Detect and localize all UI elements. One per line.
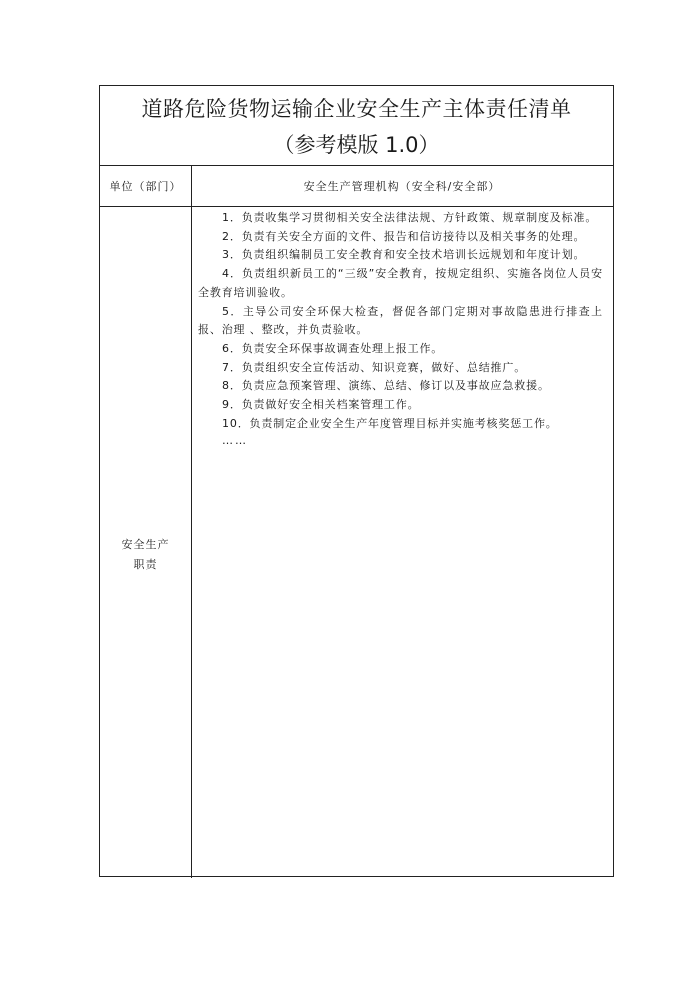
duty-item: 5．主导公司安全环保大检查，督促各部门定期对事故隐患进行排查上报、治理 、整改，并负责验收。	[198, 304, 603, 337]
unit-label: 单位（部门）	[109, 180, 182, 193]
title-block	[100, 86, 613, 166]
duty-item: 3．负责组织编制员工安全教育和安全技术培训长远规划和年度计划。	[222, 248, 586, 262]
duty-ellipsis: ……	[222, 434, 248, 448]
responsibility-table	[99, 85, 614, 877]
document-title: 道路危险货物运输企业安全生产主体责任清单	[141, 97, 572, 121]
column-divider	[191, 166, 192, 878]
duty-label-cell	[100, 207, 191, 878]
duty-list	[198, 209, 603, 449]
duty-item: 10．负责制定企业安全生产年度管理目标并实施考核奖惩工作。	[222, 416, 558, 430]
duty-item: 9．负责做好安全相关档案管理工作。	[222, 398, 420, 412]
document-version: （参考模版 1.0）	[273, 133, 440, 157]
duty-item: 4．负责组织新员工的“三级”安全教育，按规定组织、实施各岗位人员安全教育培训验收。	[198, 267, 603, 299]
unit-value: 安全生产管理机构（安全科/安全部）	[303, 180, 501, 193]
duty-item: 7．负责组织安全宣传活动、知识竞赛，做好、总结推广。	[222, 360, 527, 374]
duty-item: 8．负责应急预案管理、演练、总结、修订以及事故应急救援。	[222, 379, 550, 393]
duty-item: 2．负责有关安全方面的文件、报告和信访接待以及相关事务的处理。	[222, 229, 586, 243]
duty-label-line1: 安全生产	[121, 537, 170, 551]
duty-item: 6．负责安全环保事故调查处理上报工作。	[222, 341, 444, 355]
unit-row	[100, 166, 613, 207]
duty-item: 1．负责收集学习贯彻相关安全法律法规、方针政策、规章制度及标准。	[222, 211, 598, 224]
duty-label-line2: 职责	[133, 557, 158, 571]
